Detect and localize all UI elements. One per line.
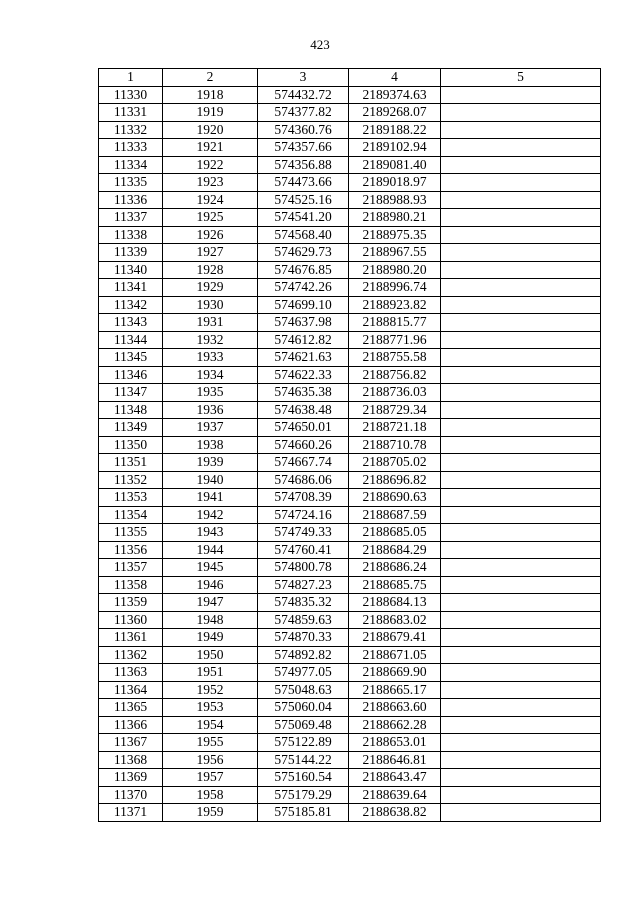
row-number-cell: 11363 [99,664,163,682]
row-number-cell: 11370 [99,786,163,804]
x-coordinate-cell: 574621.63 [258,349,349,367]
table-row [99,524,601,542]
x-coordinate-cell: 574568.40 [258,226,349,244]
row-number-cell: 11353 [99,489,163,507]
point-number-cell: 1932 [163,331,258,349]
note-cell [441,314,601,332]
row-number-cell: 11332 [99,121,163,139]
table-row [99,751,601,769]
note-cell [441,209,601,227]
row-number-cell: 11364 [99,681,163,699]
table-row [99,209,601,227]
point-number-cell: 1943 [163,524,258,542]
x-coordinate-cell: 574432.72 [258,86,349,104]
table-row [99,734,601,752]
y-coordinate-cell: 2188710.78 [349,436,441,454]
note-cell [441,751,601,769]
x-coordinate-cell: 574473.66 [258,174,349,192]
x-coordinate-cell: 574859.63 [258,611,349,629]
table-row [99,699,601,717]
y-coordinate-cell: 2188646.81 [349,751,441,769]
y-coordinate-cell: 2188687.59 [349,506,441,524]
x-coordinate-cell: 574660.26 [258,436,349,454]
y-coordinate-cell: 2188736.03 [349,384,441,402]
table-row [99,419,601,437]
point-number-cell: 1946 [163,576,258,594]
row-number-cell: 11343 [99,314,163,332]
y-coordinate-cell: 2188685.05 [349,524,441,542]
row-number-cell: 11336 [99,191,163,209]
note-cell [441,489,601,507]
note-cell [441,734,601,752]
y-coordinate-cell: 2188639.64 [349,786,441,804]
row-number-cell: 11342 [99,296,163,314]
table-row [99,506,601,524]
note-cell [441,611,601,629]
note-cell [441,191,601,209]
table-row [99,716,601,734]
point-number-cell: 1957 [163,769,258,787]
x-coordinate-cell: 575069.48 [258,716,349,734]
y-coordinate-cell: 2189018.97 [349,174,441,192]
note-cell [441,86,601,104]
point-number-cell: 1918 [163,86,258,104]
x-coordinate-cell: 574800.78 [258,559,349,577]
x-coordinate-cell: 574638.48 [258,401,349,419]
note-cell [441,366,601,384]
table-body [99,69,601,822]
y-coordinate-cell: 2188975.35 [349,226,441,244]
x-coordinate-cell: 575160.54 [258,769,349,787]
point-number-cell: 1929 [163,279,258,297]
y-coordinate-cell: 2188690.63 [349,489,441,507]
y-coordinate-cell: 2189102.94 [349,139,441,157]
point-number-cell: 1935 [163,384,258,402]
x-coordinate-cell: 574357.66 [258,139,349,157]
point-number-cell: 1945 [163,559,258,577]
y-coordinate-cell: 2188756.82 [349,366,441,384]
row-number-cell: 11346 [99,366,163,384]
row-number-cell: 11351 [99,454,163,472]
column-header: 5 [441,69,601,87]
note-cell [441,769,601,787]
row-number-cell: 11365 [99,699,163,717]
table-row [99,401,601,419]
note-cell [441,261,601,279]
table-row [99,191,601,209]
row-number-cell: 11360 [99,611,163,629]
column-header: 1 [99,69,163,87]
y-coordinate-cell: 2188684.13 [349,594,441,612]
table-row [99,664,601,682]
table-row [99,454,601,472]
table-row [99,121,601,139]
y-coordinate-cell: 2188665.17 [349,681,441,699]
x-coordinate-cell: 574724.16 [258,506,349,524]
row-number-cell: 11366 [99,716,163,734]
note-cell [441,716,601,734]
x-coordinate-cell: 574892.82 [258,646,349,664]
row-number-cell: 11368 [99,751,163,769]
point-number-cell: 1926 [163,226,258,244]
point-number-cell: 1938 [163,436,258,454]
table-row [99,629,601,647]
table-row [99,541,601,559]
row-number-cell: 11357 [99,559,163,577]
note-cell [441,419,601,437]
note-cell [441,471,601,489]
row-number-cell: 11338 [99,226,163,244]
point-number-cell: 1934 [163,366,258,384]
point-number-cell: 1927 [163,244,258,262]
y-coordinate-cell: 2188643.47 [349,769,441,787]
point-number-cell: 1940 [163,471,258,489]
point-number-cell: 1941 [163,489,258,507]
y-coordinate-cell: 2188755.58 [349,349,441,367]
table-row [99,471,601,489]
note-cell [441,349,601,367]
row-number-cell: 11330 [99,86,163,104]
x-coordinate-cell: 574637.98 [258,314,349,332]
x-coordinate-cell: 574686.06 [258,471,349,489]
y-coordinate-cell: 2188662.28 [349,716,441,734]
y-coordinate-cell: 2188729.34 [349,401,441,419]
point-number-cell: 1921 [163,139,258,157]
note-cell [441,331,601,349]
x-coordinate-cell: 574699.10 [258,296,349,314]
table-row [99,769,601,787]
note-cell [441,524,601,542]
y-coordinate-cell: 2188683.02 [349,611,441,629]
note-cell [441,156,601,174]
y-coordinate-cell: 2188686.24 [349,559,441,577]
x-coordinate-cell: 574870.33 [258,629,349,647]
note-cell [441,279,601,297]
point-number-cell: 1923 [163,174,258,192]
x-coordinate-cell: 574629.73 [258,244,349,262]
y-coordinate-cell: 2188980.20 [349,261,441,279]
table-row [99,104,601,122]
x-coordinate-cell: 574760.41 [258,541,349,559]
column-header: 4 [349,69,441,87]
row-number-cell: 11334 [99,156,163,174]
table-row [99,646,601,664]
row-number-cell: 11348 [99,401,163,419]
note-cell [441,594,601,612]
y-coordinate-cell: 2188923.82 [349,296,441,314]
row-number-cell: 11358 [99,576,163,594]
x-coordinate-cell: 574835.32 [258,594,349,612]
row-number-cell: 11333 [99,139,163,157]
note-cell [441,174,601,192]
y-coordinate-cell: 2188988.93 [349,191,441,209]
row-number-cell: 11354 [99,506,163,524]
y-coordinate-cell: 2189188.22 [349,121,441,139]
column-header: 3 [258,69,349,87]
note-cell [441,699,601,717]
table-row [99,279,601,297]
point-number-cell: 1947 [163,594,258,612]
note-cell [441,541,601,559]
note-cell [441,559,601,577]
table-row [99,594,601,612]
table-row [99,261,601,279]
x-coordinate-cell: 575048.63 [258,681,349,699]
note-cell [441,454,601,472]
x-coordinate-cell: 574635.38 [258,384,349,402]
x-coordinate-cell: 574622.33 [258,366,349,384]
table-row [99,804,601,822]
table-row [99,786,601,804]
row-number-cell: 11356 [99,541,163,559]
point-number-cell: 1919 [163,104,258,122]
row-number-cell: 11362 [99,646,163,664]
x-coordinate-cell: 574827.23 [258,576,349,594]
row-number-cell: 11335 [99,174,163,192]
coordinates-table [98,68,601,822]
x-coordinate-cell: 574650.01 [258,419,349,437]
x-coordinate-cell: 575185.81 [258,804,349,822]
x-coordinate-cell: 575179.29 [258,786,349,804]
row-number-cell: 11331 [99,104,163,122]
row-number-cell: 11349 [99,419,163,437]
point-number-cell: 1920 [163,121,258,139]
y-coordinate-cell: 2189268.07 [349,104,441,122]
point-number-cell: 1949 [163,629,258,647]
note-cell [441,296,601,314]
table-row [99,384,601,402]
point-number-cell: 1930 [163,296,258,314]
point-number-cell: 1955 [163,734,258,752]
x-coordinate-cell: 574356.88 [258,156,349,174]
note-cell [441,401,601,419]
y-coordinate-cell: 2188663.60 [349,699,441,717]
row-number-cell: 11352 [99,471,163,489]
point-number-cell: 1922 [163,156,258,174]
table-row [99,86,601,104]
note-cell [441,681,601,699]
row-number-cell: 11341 [99,279,163,297]
note-cell [441,506,601,524]
table-row [99,314,601,332]
point-number-cell: 1931 [163,314,258,332]
point-number-cell: 1954 [163,716,258,734]
y-coordinate-cell: 2188653.01 [349,734,441,752]
point-number-cell: 1958 [163,786,258,804]
note-cell [441,104,601,122]
table-row [99,139,601,157]
point-number-cell: 1933 [163,349,258,367]
x-coordinate-cell: 574360.76 [258,121,349,139]
point-number-cell: 1937 [163,419,258,437]
row-number-cell: 11344 [99,331,163,349]
table-row [99,489,601,507]
point-number-cell: 1936 [163,401,258,419]
point-number-cell: 1939 [163,454,258,472]
table-row [99,681,601,699]
table-row [99,576,601,594]
table-row [99,436,601,454]
note-cell [441,646,601,664]
y-coordinate-cell: 2188967.55 [349,244,441,262]
y-coordinate-cell: 2188980.21 [349,209,441,227]
point-number-cell: 1925 [163,209,258,227]
y-coordinate-cell: 2188721.18 [349,419,441,437]
x-coordinate-cell: 574541.20 [258,209,349,227]
point-number-cell: 1942 [163,506,258,524]
note-cell [441,244,601,262]
note-cell [441,436,601,454]
x-coordinate-cell: 574749.33 [258,524,349,542]
note-cell [441,139,601,157]
x-coordinate-cell: 574667.74 [258,454,349,472]
page-number: 423 [310,37,330,52]
x-coordinate-cell: 575122.89 [258,734,349,752]
point-number-cell: 1924 [163,191,258,209]
table-header-row [99,69,601,87]
table-row [99,296,601,314]
point-number-cell: 1952 [163,681,258,699]
point-number-cell: 1928 [163,261,258,279]
table-row [99,226,601,244]
y-coordinate-cell: 2188705.02 [349,454,441,472]
point-number-cell: 1948 [163,611,258,629]
y-coordinate-cell: 2188638.82 [349,804,441,822]
row-number-cell: 11340 [99,261,163,279]
point-number-cell: 1951 [163,664,258,682]
x-coordinate-cell: 575144.22 [258,751,349,769]
point-number-cell: 1950 [163,646,258,664]
table-row [99,156,601,174]
y-coordinate-cell: 2188771.96 [349,331,441,349]
point-number-cell: 1959 [163,804,258,822]
point-number-cell: 1944 [163,541,258,559]
row-number-cell: 11369 [99,769,163,787]
y-coordinate-cell: 2188679.41 [349,629,441,647]
note-cell [441,786,601,804]
note-cell [441,576,601,594]
x-coordinate-cell: 574742.26 [258,279,349,297]
note-cell [441,226,601,244]
y-coordinate-cell: 2188671.05 [349,646,441,664]
y-coordinate-cell: 2189374.63 [349,86,441,104]
y-coordinate-cell: 2189081.40 [349,156,441,174]
row-number-cell: 11359 [99,594,163,612]
table-row [99,366,601,384]
y-coordinate-cell: 2188815.77 [349,314,441,332]
table-row [99,611,601,629]
x-coordinate-cell: 574708.39 [258,489,349,507]
x-coordinate-cell: 575060.04 [258,699,349,717]
row-number-cell: 11361 [99,629,163,647]
row-number-cell: 11350 [99,436,163,454]
column-header: 2 [163,69,258,87]
point-number-cell: 1953 [163,699,258,717]
y-coordinate-cell: 2188996.74 [349,279,441,297]
note-cell [441,121,601,139]
row-number-cell: 11347 [99,384,163,402]
note-cell [441,384,601,402]
row-number-cell: 11345 [99,349,163,367]
y-coordinate-cell: 2188684.29 [349,541,441,559]
point-number-cell: 1956 [163,751,258,769]
y-coordinate-cell: 2188669.90 [349,664,441,682]
y-coordinate-cell: 2188685.75 [349,576,441,594]
row-number-cell: 11337 [99,209,163,227]
row-number-cell: 11371 [99,804,163,822]
row-number-cell: 11355 [99,524,163,542]
table-row [99,559,601,577]
y-coordinate-cell: 2188696.82 [349,471,441,489]
table-row [99,349,601,367]
table-row [99,331,601,349]
x-coordinate-cell: 574977.05 [258,664,349,682]
x-coordinate-cell: 574676.85 [258,261,349,279]
note-cell [441,664,601,682]
row-number-cell: 11367 [99,734,163,752]
x-coordinate-cell: 574377.82 [258,104,349,122]
x-coordinate-cell: 574525.16 [258,191,349,209]
row-number-cell: 11339 [99,244,163,262]
note-cell [441,629,601,647]
note-cell [441,804,601,822]
table-row [99,174,601,192]
x-coordinate-cell: 574612.82 [258,331,349,349]
table-row [99,244,601,262]
